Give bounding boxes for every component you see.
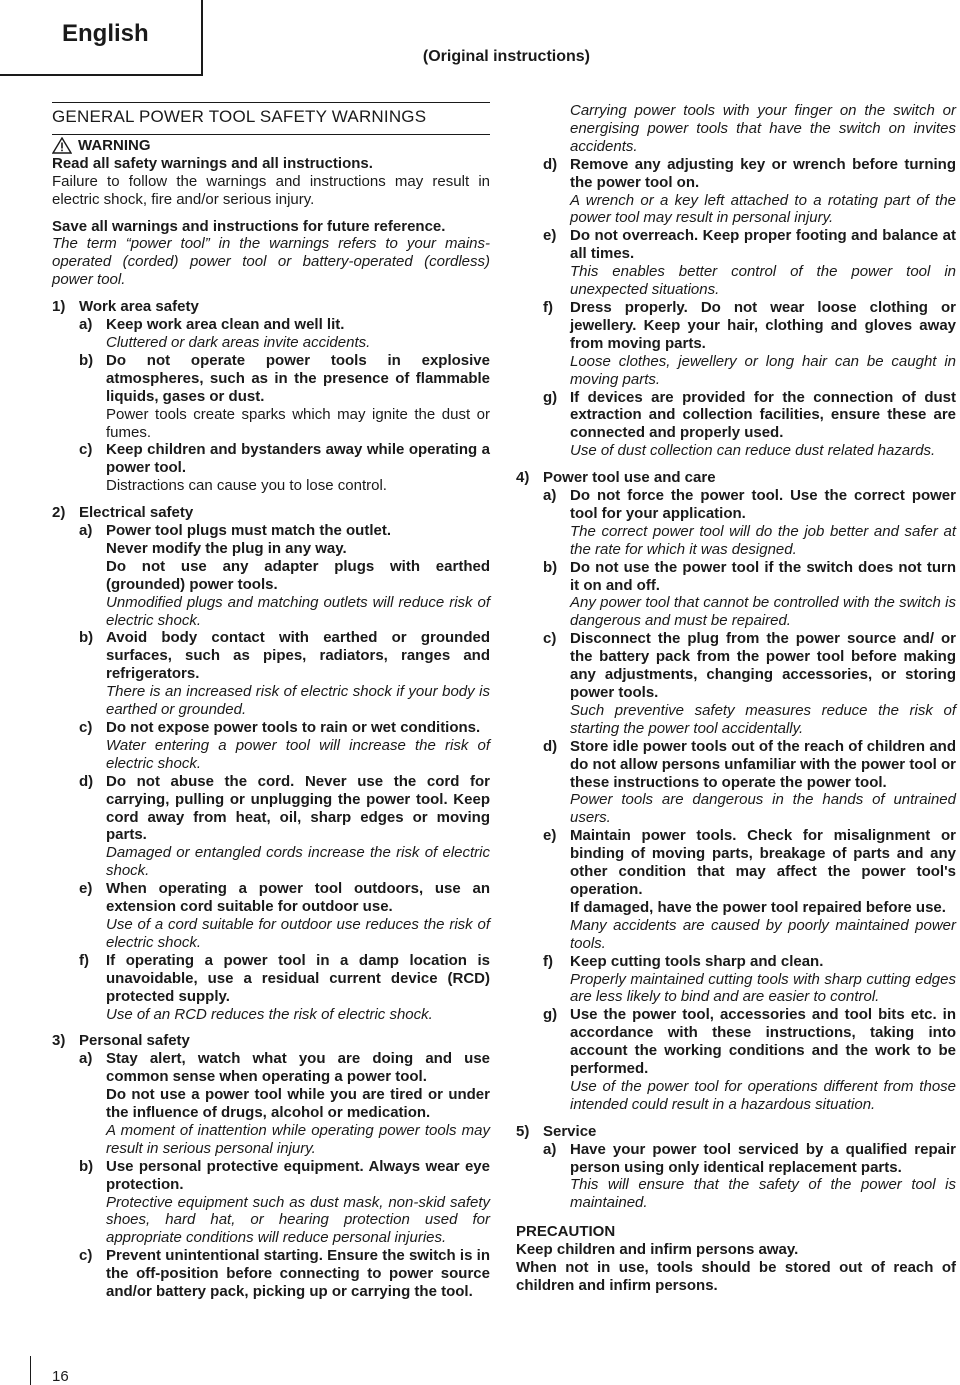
- page-number: 16: [52, 1368, 69, 1385]
- precaution-heading: PRECAUTION: [516, 1223, 616, 1241]
- list-item: e) When operating a power tool outdoors, use an extension cord suitable for outdoor use. Use of a cord suitable for outdoor use reduces the risk of electric shock.: [79, 880, 490, 951]
- list-item: c) Disconnect the plug from the power source and/ or the battery pack from the power tool before making any adjustments, changing accessories, or storing power tools. Such preventive safety measures reduce the risk of starting the power tool accidentally.: [543, 630, 956, 737]
- list-item: a) Keep work area clean and well lit. Cluttered or dark areas invite accidents.: [79, 316, 371, 351]
- footer-rule: [30, 1356, 32, 1385]
- left-column: [52, 102, 490, 1301]
- heading-rule: [52, 134, 490, 135]
- list-item: d) Store idle power tools out of the reach of children and do not allow persons unfamiliar with the power tool or these instructions to operate the power tool. Power tools are dangerous in the hands of untrained users.: [543, 737, 956, 827]
- warning-label: WARNING: [78, 136, 151, 154]
- list-item: a) Power tool plugs must match the outlet. Never modify the plug in any way. Do not use any adapter plugs with earthed (grounded) power tools. Unmodified plugs and matching outlets will reduce risk of electric shock.: [79, 522, 490, 629]
- list-item: e) Maintain power tools. Check for misalignment or binding of moving parts, breakage of parts and any other condition that may affect the power tool's operation. If damaged, have the power tool repaired before use. Many accidents are caused by poorly maintained power tools.: [543, 827, 956, 952]
- right-column: [516, 102, 956, 1295]
- section-heading: GENERAL POWER TOOL SAFETY WARNINGS: [52, 107, 427, 126]
- list-item: a) Do not force the power tool. Use the correct power tool for your application. The correct power tool will do the job better and safer at the rate for which it was designed.: [543, 487, 956, 558]
- list-item: b) Do not operate power tools in explosive atmospheres, such as in the presence of flammable liquids, gases or dust. Power tools create sparks which may ignite the dust or fumes.: [79, 351, 490, 441]
- warning-row: [52, 137, 490, 155]
- warning-triangle-icon: [52, 137, 72, 154]
- list-item: f) If operating a power tool in a damp location is unavoidable, use a residual current device (RCD) protected supply. Use of an RCD reduces the risk of electric shock.: [79, 951, 490, 1023]
- list-item: b) Do not use the power tool if the switch does not turn it on and off. Any power tool that cannot be controlled with the switch is dangerous and must be repaired.: [543, 558, 956, 630]
- language-label: English: [62, 20, 149, 47]
- language-tab: [0, 0, 203, 76]
- list-item: d) Remove any adjusting key or wrench before turning the power tool on. A wrench or a key left attached to a rotating part of the power tool may result in personal injury.: [543, 155, 956, 227]
- section-4-heading: 4) Power tool use and care: [516, 469, 716, 487]
- section-5-heading: 5) Service: [516, 1122, 597, 1140]
- section-2-heading: 2) Electrical safety: [52, 504, 194, 522]
- list-item: b) Use personal protective equipment. Always wear eye protection. Protective equipment such as dust mask, non-skid safety shoes, hard hat, or hearing protection used for appropriate conditions will reduce personal injuries.: [79, 1157, 490, 1247]
- list-item: c) Prevent unintentional starting. Ensure the switch is in the off-position before connecting to power source and/or battery pack, picking up or carrying the tool.: [79, 1247, 490, 1301]
- section-1-heading: 1) Work area safety: [52, 298, 199, 316]
- list-item: d) Do not abuse the cord. Never use the cord for carrying, pulling or unplugging the power tool. Keep cord away from heat, oil, sharp edges or moving parts. Damaged or entangled cords increase the risk of electric shock.: [79, 772, 490, 880]
- save-all-text: Save all warnings and instructions for future reference.: [52, 217, 446, 235]
- list-item: g) Use the power tool, accessories and tool bits etc. in accordance with these instructions, taking into account the working conditions and the work to be performed. Use of the power tool for operations different from those intended could result in a hazardous situation.: [543, 1006, 956, 1113]
- failure-text: Failure to follow the warnings and instructions may result in electric shock, fire and/or serious injury.: [52, 172, 490, 208]
- list-item: b) Avoid body contact with earthed or grounded surfaces, such as pipes, radiators, ranges and refrigerators. There is an increased risk of electric shock if your body is earthed or grounded.: [79, 629, 490, 719]
- list-item: f) Keep cutting tools sharp and clean. Properly maintained cutting tools with sharp cutting edges are less likely to bind and are easier to control.: [543, 952, 956, 1006]
- precaution-line-2: When not in use, tools should be stored out of reach of children and infirm persons.: [516, 1259, 956, 1294]
- original-instructions-label: (Original instructions): [422, 48, 590, 65]
- list-item: c) Keep children and bystanders away while operating a power tool. Distractions can cause you to lose control.: [79, 441, 490, 495]
- term-text: The term “power tool” in the warnings refers to your mains-operated (corded) power tool or battery-operated (cordless) power tool.: [52, 235, 490, 289]
- list-item: f) Dress properly. Do not wear loose clothing or jewellery. Keep your hair, clothing and gloves away from moving parts. Loose clothes, jewellery or long hair can be caught in moving parts.: [543, 298, 956, 388]
- section-3-heading: 3) Personal safety: [52, 1032, 190, 1050]
- read-all-text: Read all safety warnings and all instructions.: [52, 154, 373, 172]
- list-item: a) Have your power tool serviced by a qualified repair person using only identical replacement parts. This will ensure that the safety of the power tool is maintained.: [543, 1140, 956, 1212]
- list-item: a) Stay alert, watch what you are doing and use common sense when operating a power tool. Do not use a power tool while you are tired or under the influence of drugs, alcohol or medication. A moment of inattention while operating power tools may result in serious personal injury.: [79, 1050, 490, 1157]
- list-item: Carrying power tools with your finger on the switch or energising power tools that have the switch on invites accidents.: [570, 102, 956, 155]
- list-item: c) Do not expose power tools to rain or wet conditions. Water entering a power tool will increase the risk of electric shock.: [79, 719, 490, 772]
- list-item: e) Do not overreach. Keep proper footing and balance at all times. This enables better control of the power tool in unexpected situations.: [543, 227, 956, 299]
- precaution-line-1: Keep children and infirm persons away.: [516, 1241, 799, 1259]
- list-item: g) If devices are provided for the connection of dust extraction and collection facilities, ensure these are connected and properly used. Use of dust collection can reduce dust related hazards.: [543, 388, 956, 460]
- heading-rule: [52, 102, 490, 103]
